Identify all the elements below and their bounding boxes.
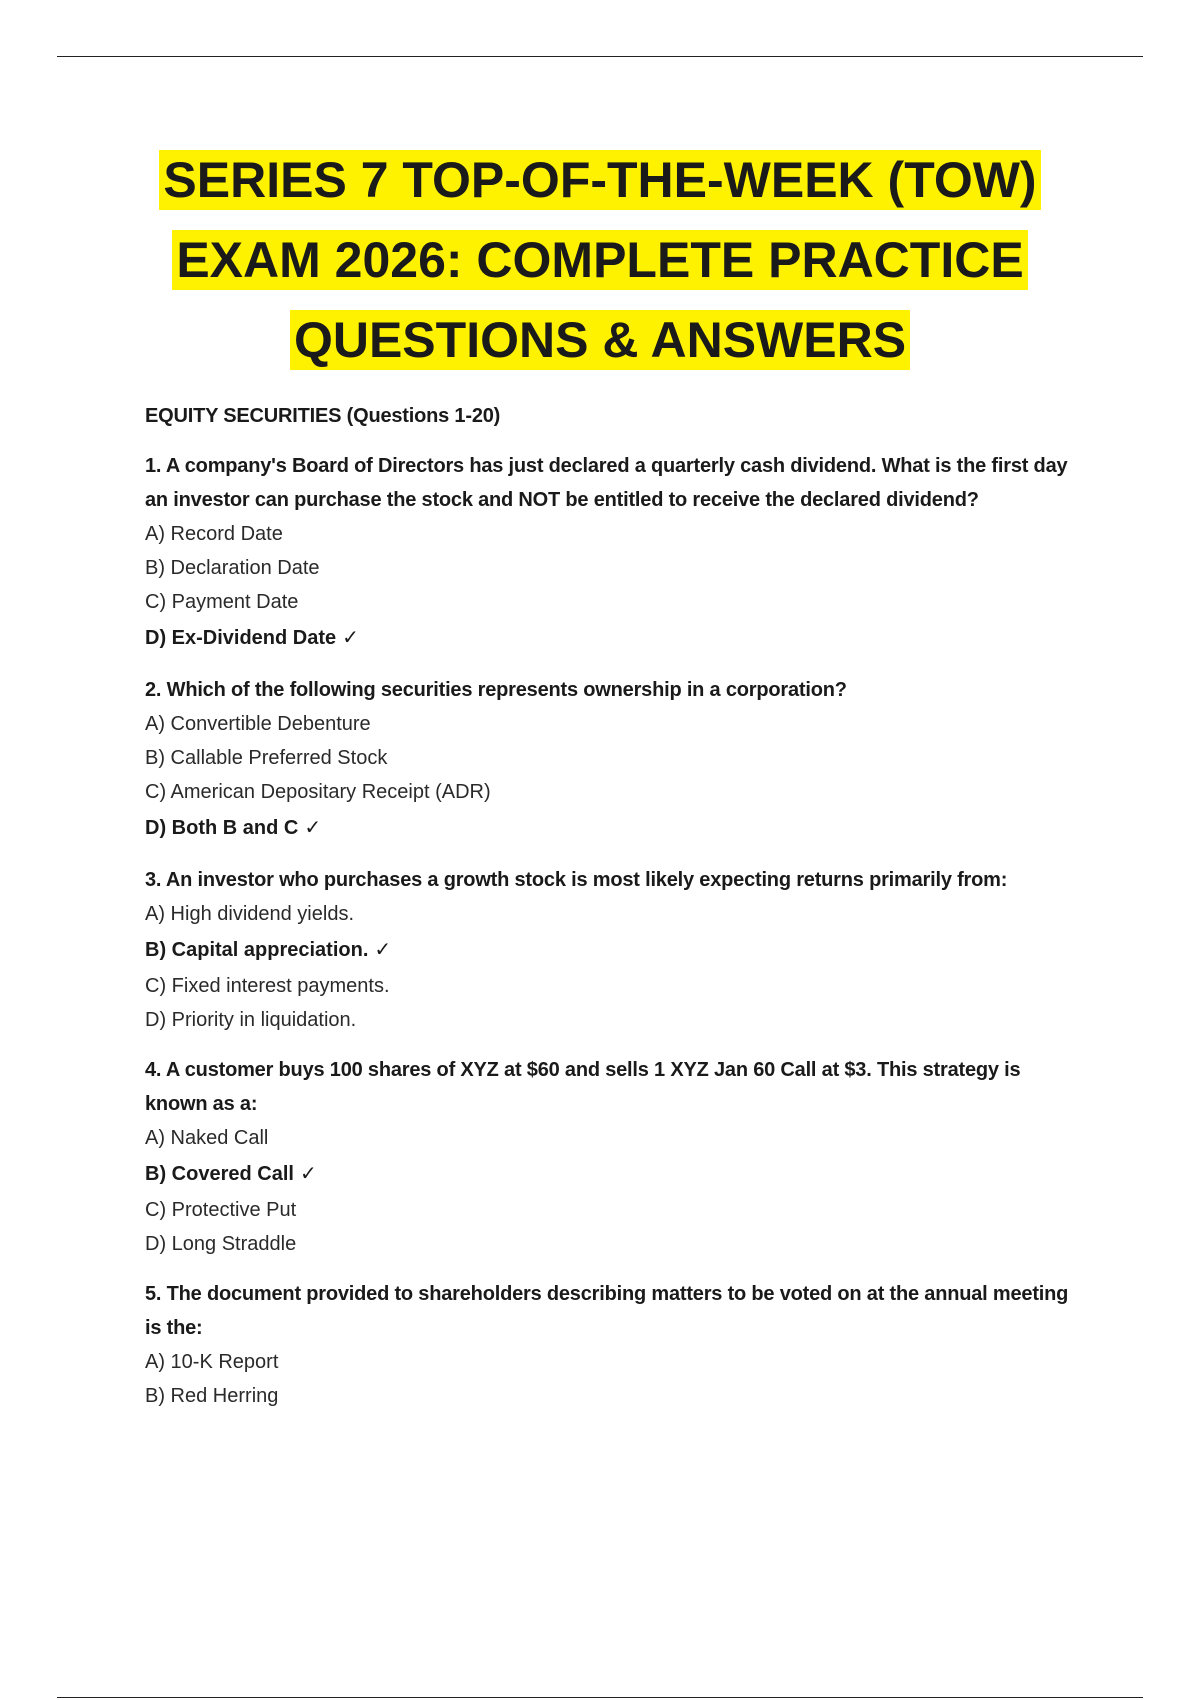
question-text: 1. A company's Board of Directors has just declared a quarterly cash dividend. What is the first day an investor can purchase the stock and NOT be entitled to receive the declared dividend? (145, 455, 1068, 511)
correct-answer-option: B) Capital appreciation. ✓ (145, 937, 392, 961)
answer-option: C) American Depositary Receipt (ADR) (145, 781, 491, 803)
check-icon: ✓ (304, 815, 322, 839)
question-text: 5. The document provided to shareholders describing matters to be voted on at the annual meeting is the: (145, 1283, 1069, 1339)
answer-option: A) Record Date (145, 523, 283, 545)
title-line-3: QUESTIONS & ANSWERS (290, 310, 910, 370)
correct-answer-option: D) Both B and C ✓ (145, 815, 322, 839)
answer-option: B) Declaration Date (145, 557, 320, 579)
correct-answer-option: B) Covered Call ✓ (145, 1161, 317, 1185)
answer-option: A) High dividend yields. (145, 903, 354, 925)
question-text: 4. A customer buys 100 shares of XYZ at $60 and sells 1 XYZ Jan 60 Call at $3. This strategy is known as a: (145, 1059, 1021, 1115)
check-icon: ✓ (299, 1161, 317, 1185)
document-body (145, 399, 1075, 1429)
title-line-1: SERIES 7 TOP-OF-THE-WEEK (TOW) (159, 150, 1040, 210)
question-text: 3. An investor who purchases a growth stock is most likely expecting returns primarily from: (145, 869, 1008, 891)
answer-option: C) Protective Put (145, 1199, 297, 1221)
question-2 (145, 673, 1075, 847)
check-icon: ✓ (374, 937, 392, 961)
question-text: 2. Which of the following securities represents ownership in a corporation? (145, 679, 847, 701)
answer-option: B) Callable Preferred Stock (145, 747, 388, 769)
answer-option: A) Convertible Debenture (145, 713, 371, 735)
answer-option: A) 10-K Report (145, 1351, 279, 1373)
correct-answer-option: D) Ex-Dividend Date ✓ (145, 625, 359, 649)
answer-option: B) Red Herring (145, 1385, 279, 1407)
section-heading: EQUITY SECURITIES (Questions 1-20) (145, 405, 501, 427)
title-line-2: EXAM 2026: COMPLETE PRACTICE (172, 230, 1027, 290)
question-5 (145, 1277, 1075, 1413)
answer-option: C) Fixed interest payments. (145, 975, 390, 997)
question-3 (145, 863, 1075, 1037)
answer-option: A) Naked Call (145, 1127, 269, 1149)
answer-option: D) Long Straddle (145, 1233, 297, 1255)
answer-option: D) Priority in liquidation. (145, 1009, 357, 1031)
question-1 (145, 449, 1075, 657)
question-4 (145, 1053, 1075, 1261)
top-rule (57, 56, 1143, 57)
bottom-rule (57, 1697, 1143, 1698)
check-icon: ✓ (342, 625, 359, 649)
answer-option: C) Payment Date (145, 591, 299, 613)
document-title (0, 140, 1200, 380)
